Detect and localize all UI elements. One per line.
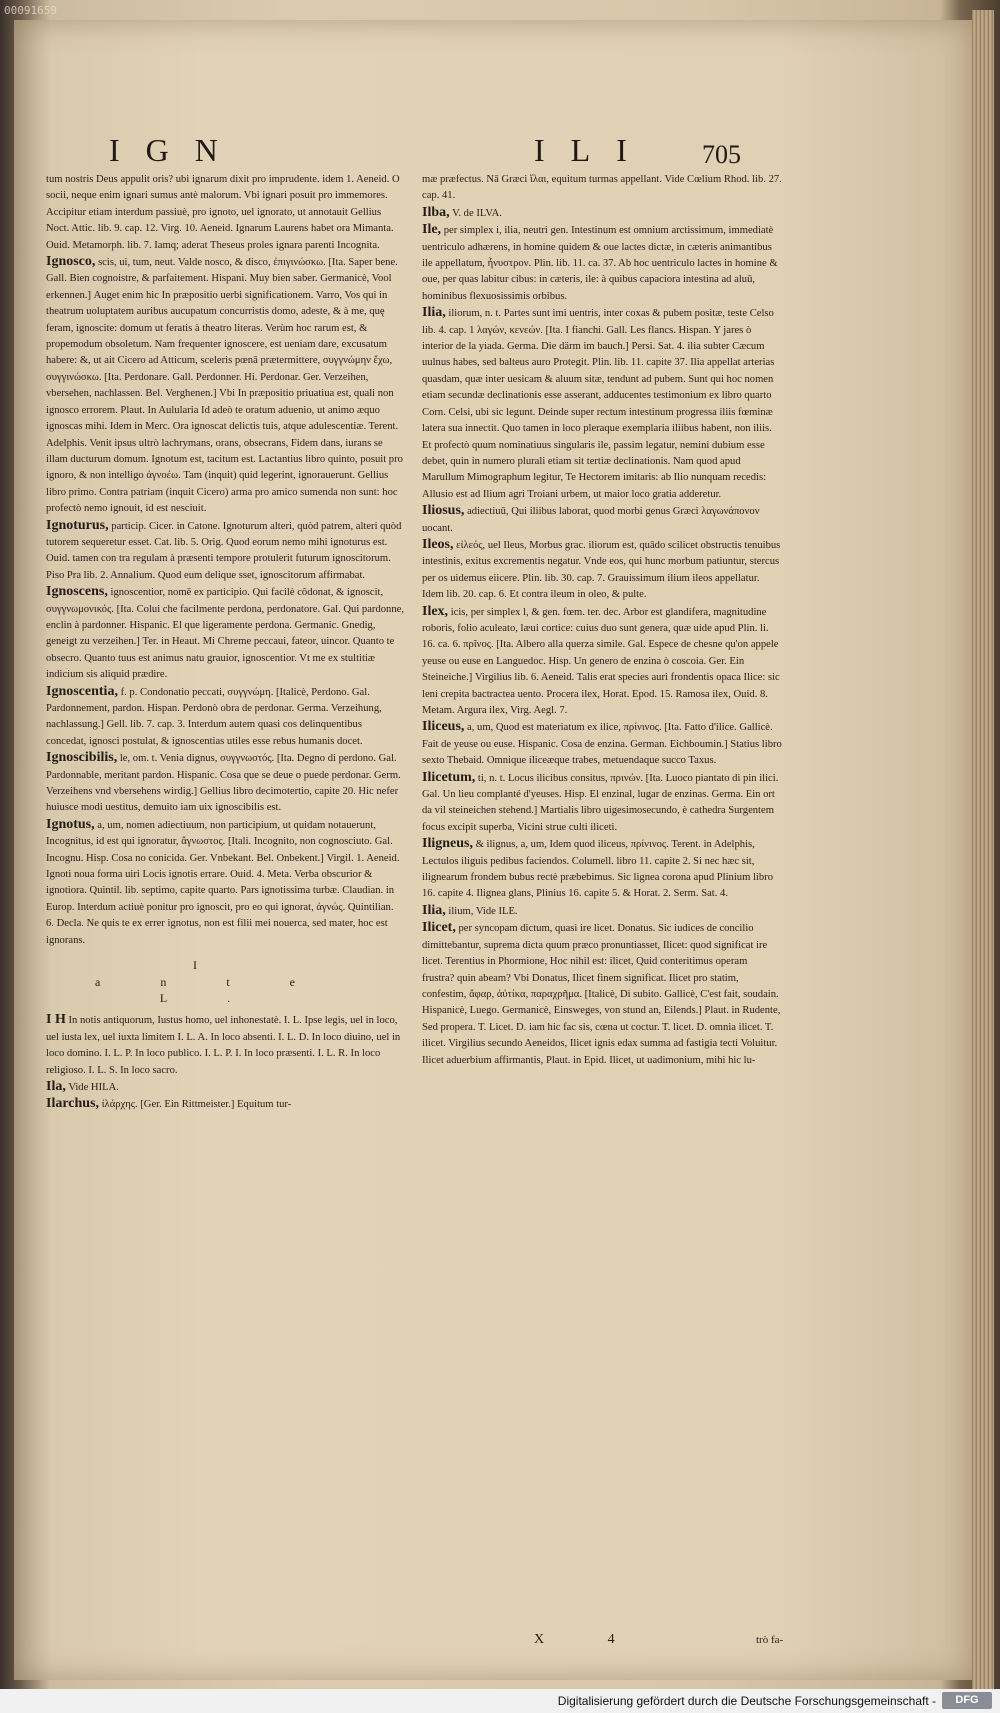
dictionary-entry — [422, 604, 782, 720]
entry-text: particip. Cicer. in Catone. Ignoturum alteri, quòd patrem, alteri quòd tutorem sequeretur esset. Cat. lib. 5. Orig. Quod eorum nemo mihi ignoturus est. Ouid. tamen con tra regulam à præsenti tempore protulerit futurum ignoscitorum. Piso Pra lib. 2. Annalium. Quod eum delique sset, ignoscitorum affirmabat. — [46, 520, 402, 581]
entry-text: scis, ui, tum, neut. Valde nosco, & disco, ἐπιγινώσκω. [Ita. Saper bene. Gall. Bien cognoistre, & parfaitement. Hispani. Muy bien saber. Germanicè, Vool erkennen.] Auget enim hic In præpositio uerbi significationem. Varro, Vos qui in theatrum uoluptatem auribus aucupatum concurristis domo, adeste, & à me, quę feram, ignoscite: domum ut feratis à theatro literas. Verùm hoc rarum est, & propemodum obsoletum. Nam frequenter ignoscere, est ueniam dare, excusatum habere: &, ut ait Cicero ad Atticum, sceleris pœnā prætermittere, συγγνώμην ἔχω, συγγινώσκω. [Ita. Perdonare. Gall. Perdonner. Hi. Perdonar. Ger. Verzeihen, vbersehen, nachlassen. Bel. Verghenen.] Vbi In præpositio priuatiua est, quali non ignosco errorem. Plaut. In Aulularia Id adeò te oratum aduenio, ut animo æquo ignoscas mihi. Idem in Merc. Ora ignoscat delictis tuis, atque adulescentiæ. Terent. Adelphis. Venit ipsus ultrò lachrymans, orans, obsecrans, Fidem dans, iurans se illam ducturum domum. Ignotum est, tacitum est. Lactantius libro quinto, posuit pro ignoro, & non intelligo ἀγνοέω. Tam (inquit) quid legerint, ignorauerunt. Gellius libro primo. Contra patriam (inquit Cicero) arma pro amico sumenda non sunt: hoc profectò nemo ignouit, id est nesciuit. — [46, 257, 403, 515]
entry-headword: Ileos, — [422, 536, 454, 552]
entry-text: V. de ILVA. — [452, 207, 502, 219]
running-head-left: IGN — [109, 132, 244, 168]
entry-headword: Ignoscens, — [46, 584, 108, 600]
signature-mark: X 4 — [534, 1632, 645, 1647]
catchword: trò fa- — [756, 1634, 784, 1646]
dictionary-entry — [46, 1096, 404, 1113]
entry-text: ilium, Vide ILE. — [448, 905, 518, 917]
entry-text: le, om. t. Venia dignus, συγγνωστός. [Ita. Degno di perdono. Gal. Pardonnable, meritant pardon. Hispanic. Cosa que se deue o puede perdonar. Germ. Verzeihens vnd vbersehens wirdig.] Gellius libro decimotertio, capite 20. Hic nefer huiusce modi uestitus, demuito iam uix ignoscibilis est. — [46, 753, 401, 814]
entry-text: icis, per simplex l, & gen. fœm. ter. dec. Arbor est glandifera, magnitudine roboris, folio aculeato, læui cortice: cuius duo sunt genera, quæ uide apud Plin. li. 16. ca. 6. πρῖνος. [Ita. Albero alla querza simile. Gal. Espece de chesne qu'on appele yeuse ou euse en Languedoc. Hisp. Un genero de enzina ò coscoia. Ger. Ein Steineiche.] Virgilius lib. 6. Aeneid. Talis erat species auri frondentis opaca Ilice: sic leni crepita bactractea uento. Procera ilex, Horat. Epod. 15. Ramosa ilex, Ouid. 8. Metam. Argura ilex, Virg. Aegl. 7. — [422, 606, 780, 716]
entry-headword: Ila, — [46, 1078, 66, 1094]
entry-headword: Ignotus, — [46, 816, 95, 832]
entry-headword: Iliosus, — [422, 503, 465, 519]
dictionary-entry — [46, 254, 404, 518]
entry-text: Vide HILA. — [68, 1081, 119, 1093]
entry-headword: Ignoturus, — [46, 517, 109, 533]
entry-headword: Ignoscentia, — [46, 683, 118, 699]
entry-headword: Ilba, — [422, 204, 450, 220]
dictionary-entry — [46, 817, 404, 949]
entry-headword: Ilicet, — [422, 920, 456, 936]
dictionary-entry — [422, 222, 782, 305]
dictionary-entry — [422, 903, 782, 920]
dictionary-entry — [422, 920, 782, 1069]
entry-text: ἰλάρχης. [Ger. Ein Rittmeister.] Equitum tur- — [101, 1099, 292, 1111]
entry-headword: I H — [46, 1012, 66, 1028]
dictionary-entry — [46, 584, 404, 683]
entry-headword: Ilia, — [422, 902, 446, 918]
dictionary-entry — [46, 172, 404, 254]
entry-text: In notis antiquorum, Iustus homo, uel inhonestatè. I. L. Ipse legis, uel in loco, uel iusta lex, uel iuxta limitem I. L. A. In loco absenti. I. L. D. In loco diuino, uel in loco domino. I. L. P. In loco publico. I. L. P. I. In loco præsenti. I. L. R. In loco religioso. I. L. S. In loco sacro. — [46, 1015, 401, 1076]
running-head-right: ILI — [534, 132, 653, 168]
entry-headword: Ignoscibilis, — [46, 750, 118, 766]
entry-text: f. p. Condonatio peccati, συγγνώμη. [Italicè, Perdono. Gal. Pardonnement, pardon. Hispan. Perdonò obra de perdonar. Germa. Verzeihung, nachlassung.] Gell. lib. 7. cap. 3. Interdum autem quasi cos delinquentibus concedat, ignosci postulat, & ignoscentias utiles esse rebus humanis docet. — [46, 686, 382, 747]
book-page — [14, 20, 972, 1680]
section-heading: I ante L. — [95, 958, 355, 1005]
entry-text: & ilignus, a, um, Idem quod iliceus, πρίνινος. Terent. in Adelphis, Lectulos iliguis pedibus faciendos. Columell. libro 11. capite 2. Si nec hæc sit, ilignearum frondem bubus rectè præbebimus. Sic lignea corona apud Plinium libro 16. capite 4. Ilignea glans, Plinius 16. capite 5. & Horat. 2. Serm. Sat. 4. — [422, 839, 773, 900]
page-number: 705 — [702, 140, 741, 169]
dictionary-entry — [46, 684, 404, 751]
footer-funding-text: Digitalisierung gefördert durch die Deutsche Forschungsgemeinschaft - — [557, 1694, 936, 1708]
dictionary-entry — [46, 1079, 404, 1096]
dictionary-entry — [422, 172, 782, 205]
left-column — [46, 172, 404, 1114]
dfg-logo: DFG — [942, 1692, 992, 1709]
entry-text: ignoscentior, nomē ex participio. Qui facilè côdonat, & ignoscit, συγγνωμονικός. [Ita. Colui che facilmente perdona, perdonatore. Gal. Qui pardonne, enclin à pardonner. Hispanic. El que ligeramente perdona. Germanic. Gnedig, geneigt zu verzeihen.] Ter. in Heaut. Mi Chreme peccaui, fateor, uincor. Quanto te obsecro. Quanto tuus est animus natu grauior, ignoscentior. Vt me ex stultitiæ indicium sis aliquid prædire. — [46, 587, 404, 681]
scan-reference-number: 00091659 — [4, 4, 57, 17]
dictionary-entry — [46, 518, 404, 585]
book-page-edges — [972, 10, 994, 1690]
right-column — [422, 172, 782, 1069]
entry-headword: Iligneus, — [422, 836, 473, 852]
entry-text: mæ præfectus. Nā Græci ἴλαι, equitum turmas appellant. Vide Cœlium Rhod. lib. 27. cap. 41. — [422, 174, 782, 202]
dictionary-entry — [46, 1012, 404, 1079]
dictionary-entry — [422, 205, 782, 222]
entry-headword: Ignosco, — [46, 254, 96, 270]
entry-headword: Ilex, — [422, 603, 449, 619]
dictionary-entry — [422, 537, 782, 604]
entry-headword: Iliceus, — [422, 719, 465, 735]
dictionary-entry — [422, 305, 782, 503]
dictionary-entry — [422, 719, 782, 769]
dictionary-entry — [46, 750, 404, 817]
entry-text: adiectiuū, Qui iliibus laborat, quod morbi genus Græci λαγωνάπονον uocant. — [422, 506, 760, 534]
entry-text: iliorum, n. t. Partes sunt imi uentris, inter coxas & pubem positæ, teste Celso lib. 4. cap. 1 λαγών, κενεών. [Ita. I fianchi. Gall. Les flancs. Hispan. Y jares ò interior de la yiada. Germa. Die därm im bauch.] Persi. Sat. 4. ilia subter Cæcum uulnus habes, sed balteus auro Protegit. Plin. lib. 11. capite 37. Ilia appellat arterias quasdam, quæ inter uesicam & aluum sitæ, tendunt ad pubem. Sunt qui hoc nomen etiam secundæ declinationis esse asserant, adducentes testimonium ex libro quarto Corn. Celsi, ubi sic legunt. Deinde super rectum intestinum progressa iliis fœminæ latera sua innectit. Quo tamen in loco pleraque exemplaria iliibus habent, non iliis. Et profectò quum nominatiuus singularis ile, passim legatur, nemini dubium esse debet, quin in numero plurali etiam sit tertiæ declinationis. Nam quod apud Marullum Mimographum legitur, Te Hectorem imitaris: ab Ilio nunquam recedis: Allusio est ad Ilium agri Troiani urbem, ut maior loco gratia adderetur. — [422, 308, 775, 500]
dictionary-entry — [422, 770, 782, 837]
entry-text: tum nostris Deus appulit oris? ubi ignarum dixit pro imprudente. idem 1. Aeneid. O socii, neque enim ignari sumus antè malorum. Vbi ignari posuit pro immemores. Accipitur etiam interdum passiuè, pro ignoto, uel ignorato, ut annotauit Gellius Noct. Attic. lib. 9. cap. 12. Virg. 10. Aeneid. Ignarum Laurens habet ora Mimanta. Ouid. Metamorph. lib. 7. Iamq; aderat Theseus proles ignara parenti Incognita. — [46, 174, 400, 251]
entry-headword: Ilia, — [422, 305, 446, 321]
entry-text: a, um, Quod est materiatum ex ilice, πρίνινος. [Ita. Fatto d'ilice. Gallicè. Fait de yeuse ou euse. Hispanic. Cosa de enzina. German. Eichboumin.] Statius libro sexto Thebaid. Omnique iliceæque trabes, metuendaque succo Taxus. — [422, 722, 782, 767]
entry-text: a, um, nomen adiectiuum, non participium, ut quidam notauerunt, Incognitus, id est qui ignoratur, ἄγνωστος. [Itali. Incognito, non cognosciuto. Gal. Incognu. Hisp. Cosa no conicida. Ger. Vnbekant. Bel. Onbekent.] Virgil. 1. Aeneid. Ignoti noua forma uiri Locis ignotis errare. Ouid. 4. Meta. Verba obscurior & ignotiora. Quintil. lib. septimo, capite quarto. Pars ignotissima turbæ. Claudian. in Europ. Interdum actiuè ponitur pro ignoscit, pro eo qui ignorat, ἀγνώς. Quintilian. 6. Decla. Ne quis te ex errer ignotus, non est filii mei nouerca, sed mater, hoc est ignorans. — [46, 819, 400, 946]
entry-headword: Ilarchus, — [46, 1096, 100, 1112]
entry-headword: Ilicetum, — [422, 769, 476, 785]
dictionary-entry — [422, 836, 782, 903]
entry-headword: Ile, — [422, 222, 442, 238]
entry-text: per syncopam dictum, quasi ire licet. Donatus. Sic iudices de concilio dimittebantur, suprema dicta quum præco pronuntiasset, Ilicet: quod significat ire licet. Terentius in Phormione, Hoc nihil est: ilicet, Quid conteritimus operam frustra? quin abeam? Vbi Donatus, Ilicet finem significat. Ilicet pro statim, confestim, ἄφαρ, ἀὐτίκα, παραχρῆμα. [Italicè, Di subito. Gallicè, C'est fait, soudain. Hispanicè, Luego. Germanicè, Einsweges, von stund an, Eilends.] Plaut. in Rudente, Sed propera. T. Licet. D. iam hic fac sis, cœna ut coctur. T. licet. D. omnia ilicet. T. ilicet. Virgilius secundo Aeneidos, Ilicet ignis edax summa ad fastigia tecti Voluitur. Ilicet aduerbium affirmantis, Plaut. in Epid. Ilicet, ut uadimonium, mihi hic lu- — [422, 923, 781, 1066]
dictionary-entry — [422, 503, 782, 537]
entry-text: per simplex i, ilia, neutri gen. Intestinum est omnium arctissimum, immediatè uentriculo adhærens, in homine quidem & oue lactes dictæ, in cæteris animantibus ile appellatum, ἦνυστρον. Plin. lib. 11. ca. 37. Ab hoc uentriculo lactes in homine & oue, per quas labitur cibus: in cæteris, ile: à quibus capaciora intestina ad aluū, hominibus flexuosissimis orbibus. — [422, 225, 778, 302]
entry-text: ti, n. t. Locus ilicibus consitus, πρινών. [Ita. Luoco piantato di pin ilici. Gal. Un lieu complanté d'yeuses. Hisp. El enzinal, lugar de enzinas. Germa. Ein ort da vil steineichen stehend.] Martialis libro uigesimosecundo, è cathedra Surgentem focus excipit superba, Vicini strue culti iliceti. — [422, 772, 779, 833]
entry-text: εἰλεός, uel Ileus, Morbus grac. iliorum est, quādo scilicet obstructis tenuibus intestinis, exitus excrementis negatur. Vnde eos, qui hunc morbum patiuntur, stercus per os uidemus eiicere. Plin. lib. 30. cap. 7. Grauissimum ilium ileos appellatur. Idem lib. 20. cap. 6. Et contra ileum in oleo, & pulte. — [422, 539, 781, 601]
